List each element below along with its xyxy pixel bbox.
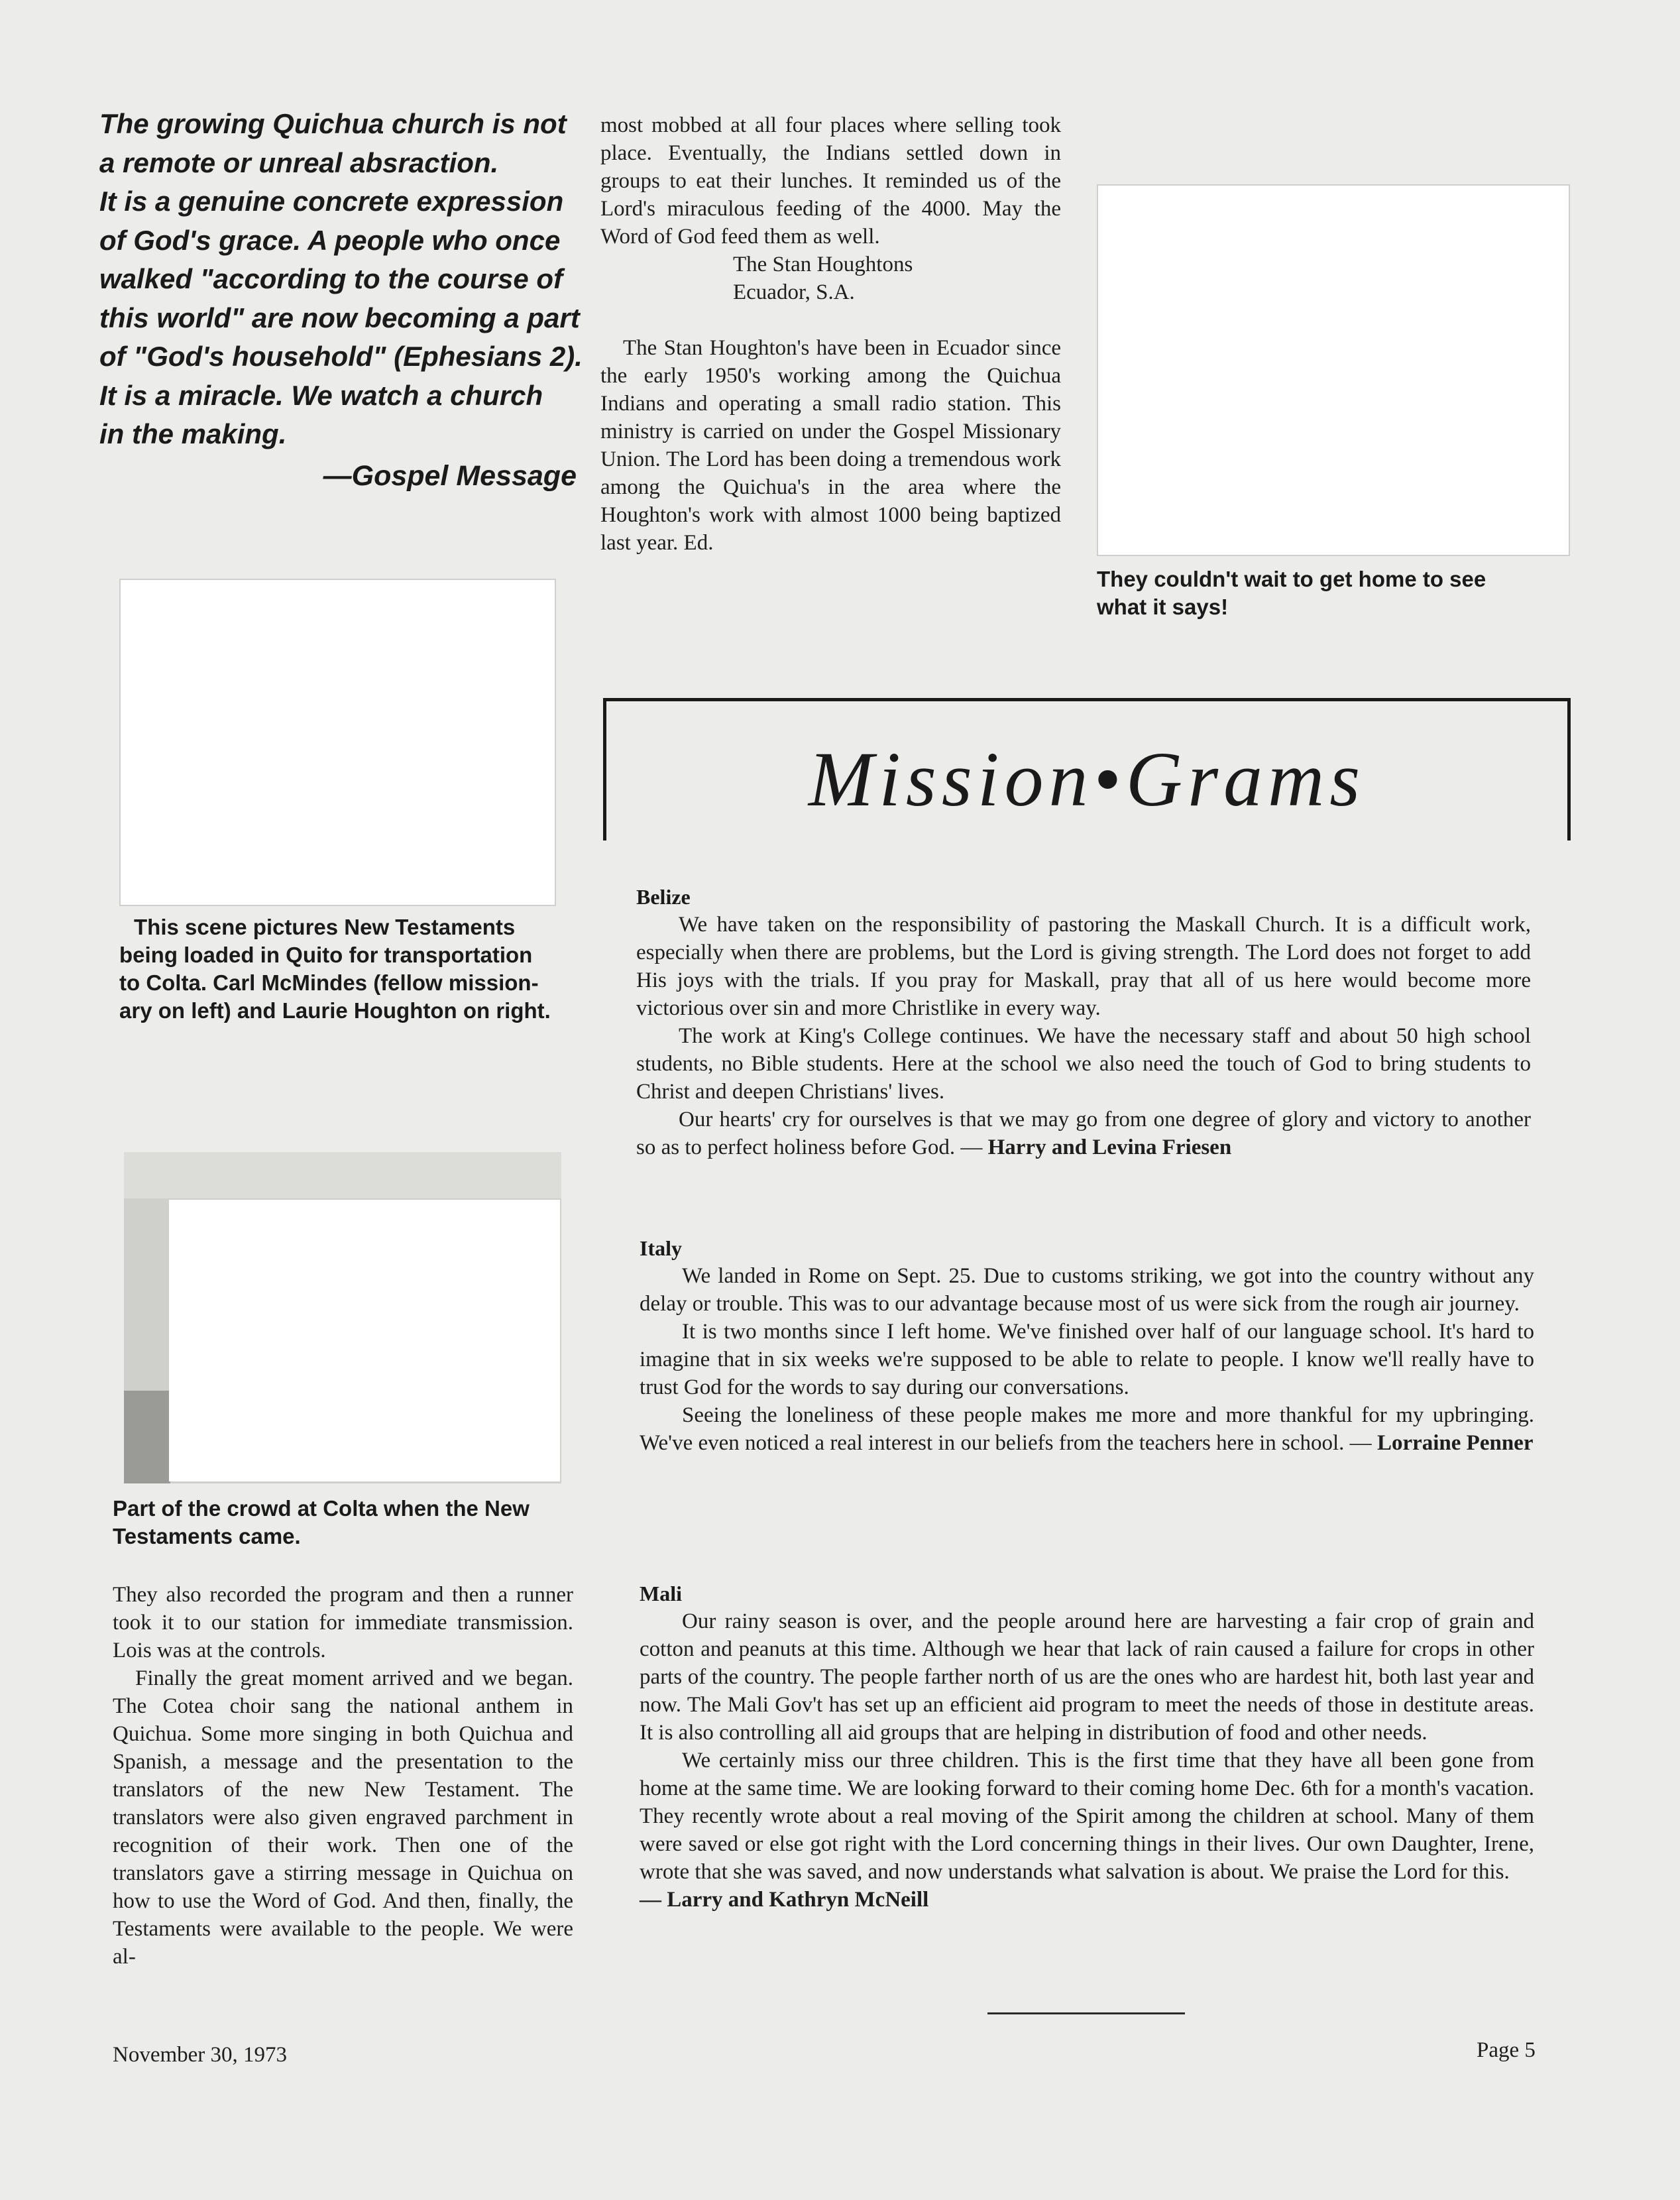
pull-quote-line: this world" are now becoming a part — [99, 302, 580, 333]
caption-line: what it says! — [1097, 595, 1229, 619]
photo-home — [1097, 184, 1570, 556]
section-heading-belize: Belize — [636, 885, 691, 909]
section-mali — [640, 1607, 1534, 1914]
pull-quote-line: It is a genuine concrete expression — [99, 186, 564, 217]
signature-place: Ecuador, S.A. — [733, 280, 855, 304]
belize-paragraph: We have taken on the responsibility of pastoring the Maskall Church. It is a difficult work, especially when there are problems, but the Lord is giving strength. The Lord does not forget to add His joys with the trials. If you pray for Maskall, pray that all of us here would become more victorious over sin and more Christlike in every way. — [636, 913, 1531, 1020]
photo-home-caption — [1097, 565, 1600, 621]
belize-paragraph — [636, 1106, 1531, 1161]
italy-paragraph: It is two months since I left home. We've finished over half of our language school. It's hard to imagine that in six weeks we're supposed to be able to relate to people. I know we'll really have to trust God for the words to say during our conversations. — [640, 1320, 1534, 1399]
footer-page-number: Page 5 — [1477, 2038, 1536, 2062]
pull-quote-line: It is a miracle. We watch a church — [99, 379, 543, 411]
pull-quote-line: The growing Quichua church is not — [99, 108, 567, 139]
italy-paragraph-text: Seeing the loneliness of these people makes me more and more thankful for my upbringing. We've even noticed a real interest in our beliefs from the teachers here in school. — — [640, 1403, 1534, 1455]
photo-quito — [119, 579, 556, 906]
photo-quito-caption — [119, 913, 583, 1025]
belize-paragraph-text: Our hearts' cry for ourselves is that we may go from one degree of glory and victory to another so as to perfect holiness before God. — — [636, 1108, 1531, 1159]
caption-line: being loaded in Quito for transportation — [119, 943, 533, 967]
photo-colta-caption — [113, 1495, 577, 1550]
pull-quote-line: walked "according to the course of — [99, 263, 563, 294]
photo-colta — [169, 1200, 560, 1481]
left-paragraph: They also recorded the program and then a runner took it to our station for immediate transmission. Lois was at the controls. — [113, 1583, 573, 1662]
pull-quote-line: in the making. — [99, 418, 287, 449]
left-paragraph: Finally the great moment arrived and we began. The Cotea choir sang the national anthem in Quichua. Some more singing in both Quichua and Spanish, a message and the presentation to the translators of the new New Testament. The translators were also given engraved parchment in recognition of their work. Then one of the translators gave a stirring message in Quichua on how to use the Word of God. And then, finally, the Testaments were available to the people. We were al- — [113, 1666, 573, 1969]
pull-quote-attribution: —Gospel Message — [323, 459, 577, 492]
caption-line: Part of the crowd at Colta when the New — [113, 1496, 530, 1521]
caption-line: This scene pictures New Testaments — [134, 915, 516, 939]
mali-signature: — Larry and Kathryn McNeill — [640, 1888, 929, 1912]
footer-date: November 30, 1973 — [113, 2043, 288, 2067]
editor-note: The Stan Houghton's have been in Ecuador since the early 1950's working among the Quichua Indians and operating a small radio station. This ministry is carried on under the Gospel Missionary Union. The Lord has been doing a tremendous work among the Quichua's in the area where the Houghton's work with almost 1000 being baptized last year. Ed. — [600, 336, 1061, 555]
italy-paragraph — [640, 1401, 1534, 1457]
italy-paragraph: We landed in Rome on Sept. 25. Due to customs striking, we got into the country without any delay or trouble. This was to our advantage because most of us were sick from the rough air journey. — [640, 1264, 1534, 1316]
caption-line: to Colta. Carl McMindes (fellow mission- — [119, 970, 539, 995]
middle-column-text — [600, 111, 1061, 557]
photo-colta-ground — [124, 1391, 170, 1483]
pull-quote — [99, 105, 583, 495]
photo-colta-sky — [124, 1152, 561, 1198]
caption-line: ary on left) and Laurie Houghton on right. — [119, 998, 551, 1023]
middle-paragraph: most mobbed at all four places where selling took place. Eventually, the Indians settled down in groups to eat their lunches. It reminded us of the Lord's miraculous feeding of the 4000. May the Word of God feed them as well. — [600, 113, 1061, 249]
pull-quote-line: a remote or unreal absraction. — [99, 146, 499, 178]
section-belize — [636, 911, 1531, 1161]
mali-paragraph: We certainly miss our three children. This is the first time that they have all been gone from home at the same time. We are looking forward to their coming home Dec. 6th for a month's vacation. They recently wrote about a real moving of the Spirit among the children at school. Many of them were saved or else got right with the Lord concerning things in their lives. Our own Daughter, Irene, wrote that she was saved, and now understands what salvation is about. We praise the Lord for this. — [640, 1749, 1534, 1884]
mission-grams-title: Mission•Grams — [808, 736, 1366, 823]
caption-line: Testaments came. — [113, 1524, 301, 1548]
closing-rule — [987, 2012, 1185, 2014]
section-heading-mali: Mali — [640, 1582, 682, 1605]
left-column-text — [113, 1581, 573, 1971]
italy-signature: Lorraine Penner — [1376, 1431, 1534, 1455]
mali-paragraph: Our rainy season is over, and the people around here are harvesting a fair crop of grain and cotton and peanuts at this time. Although we hear that lack of rain caused a failure for crops in other parts of the country. The people farther north of us are the ones who are hardest hit, both last year and now. The Mali Gov't has set up an efficient aid program to meet the needs of those in destitute areas. It is also controlling all aid groups that are helping in distribution of food and other needs. — [640, 1609, 1534, 1745]
belize-signature: Harry and Levina Friesen — [987, 1135, 1232, 1159]
caption-line: They couldn't wait to get home to see — [1097, 567, 1486, 591]
signature-name: The Stan Houghtons — [733, 253, 913, 276]
belize-paragraph: The work at King's College continues. We have the necessary staff and about 50 high school students, no Bible students. Here at the school we also need the touch of God to bring students to Christ and deepen Christians' lives. — [636, 1024, 1531, 1104]
photo-colta-frame — [124, 1152, 561, 1483]
pull-quote-line: of God's grace. A people who once — [99, 224, 561, 256]
pull-quote-line: of "God's household" (Ephesians 2). — [99, 341, 583, 372]
section-heading-italy: Italy — [640, 1236, 682, 1260]
section-italy — [640, 1262, 1534, 1457]
